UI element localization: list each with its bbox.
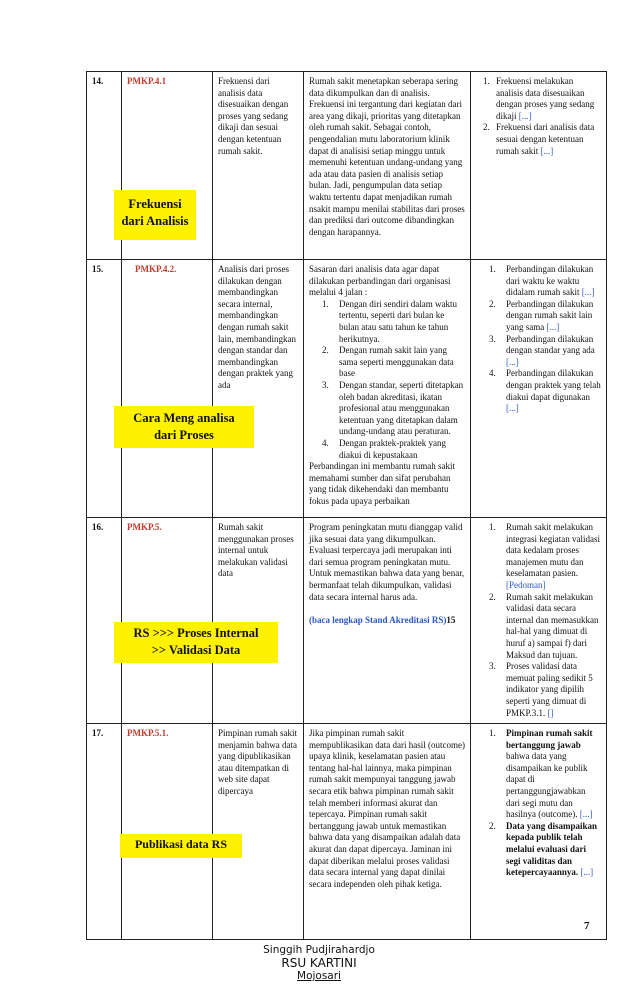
reference-link[interactable]: [...] xyxy=(546,321,560,332)
element-text: Perbandingan dilakukan dari waktu ke waktu didalam rumah sakit xyxy=(506,264,594,298)
element-text: Frekuensi dari analisis data sesuai dengan ketentuan rumah sakit xyxy=(496,122,595,156)
row-number: 16. xyxy=(87,518,122,724)
row-number: 15. xyxy=(87,260,122,518)
table-row xyxy=(87,518,607,724)
highlight-label xyxy=(114,406,254,448)
intent-note xyxy=(309,615,465,627)
highlight-label-line: Publikasi data RS xyxy=(134,837,228,852)
highlight-label-line: dari Proses xyxy=(154,428,214,442)
footer xyxy=(0,944,638,983)
list-item xyxy=(498,821,601,879)
intent-text: Rumah sakit menetapkan seberapa sering data dikumpulkan dan di analisis. Frekuensi ini tergantung dari kegiatan dari area yang dikaji, prioritas yang ditetapkan oleh rumah sakit. Sebagai contoh, pengendalian mutu laboratorium klinik dapat di analisisi setiap minggu untuk memenuhi ketentuan undang-undang yang ada atau data pasien di analisis setiap bulan. Jadi, pengumpulan data setiap waktu tertentu dapat menjadikan rumah nsakit mampu menilai stabilitas dari proses dan prediksi dari outcome dibandingkan dengan harapannya. xyxy=(304,72,471,260)
element-text: Rumah sakit melakukan validasi data secara internal dan memasukkan hal-hal yang dimuat di huruf a) sampai f) dari Maksud dan tujuan. xyxy=(506,591,599,660)
list-item xyxy=(498,522,601,592)
footer-location: Mojosari xyxy=(297,970,341,982)
list-item: 4. Dengan praktek-praktek yang diakui di kepustakaan xyxy=(331,438,465,461)
highlight-label xyxy=(120,834,242,858)
standard-description: Rumah sakit menggunakan proses internal untuk melakukan validasi data xyxy=(213,518,304,724)
highlight-label-line: Frekuensi xyxy=(128,197,182,211)
element-text: Perbandingan dilakukan dengan rumah sakit lain yang sama xyxy=(506,298,594,332)
reference-link[interactable]: [...] xyxy=(506,403,519,414)
highlight-label-line: Cara Meng analisa xyxy=(133,411,235,425)
list-item: 2. Dengan rumah sakit lain yang sama seperti menggunakan data base xyxy=(331,345,465,380)
highlight-label xyxy=(114,190,196,240)
intent-intro: Sasaran dari analisis data agar dapat dilakukan perbandingan dari organisasi melalui 4 jalan : xyxy=(309,264,451,298)
standard-description: Analisis dari proses dilakukan dengan membandingkan secara internal, membandingkan dengan rumah sakit lain, membandingkan dengan standar dan membandingkan dengan praktek yang ada xyxy=(213,260,304,518)
footer-author: Singgih Pudjirahardjo xyxy=(263,944,375,956)
note-suffix: 15 xyxy=(446,615,456,626)
standard-code-cell xyxy=(122,724,228,940)
standards-table xyxy=(86,71,607,940)
highlight-label-line: >> Validasi Data xyxy=(151,643,241,657)
table-row xyxy=(87,724,607,940)
reference-link[interactable]: [...] xyxy=(581,287,595,298)
intent-text xyxy=(304,518,471,724)
highlight-label-line: RS >>> Proses Internal xyxy=(133,626,259,640)
reference-link[interactable]: [...] xyxy=(518,110,532,121)
table-row xyxy=(87,260,607,518)
reference-link[interactable]: [] xyxy=(547,707,554,718)
page-number: 7 xyxy=(584,920,590,932)
highlight-label xyxy=(114,622,278,663)
list-item xyxy=(498,368,601,414)
list-item xyxy=(492,76,601,122)
element-text: Perbandingan dilakukan dengan praktek yang telah diakui dapat digunakan xyxy=(506,368,601,402)
element-text: Perbandingan dilakukan dengan standar yang ada xyxy=(506,333,595,356)
reference-link[interactable]: [...] xyxy=(506,356,519,367)
intent-text xyxy=(304,260,471,518)
measurable-elements xyxy=(471,518,607,724)
reference-link[interactable]: [Pedoman] xyxy=(506,579,546,590)
standard-code: PMKP.4.1 xyxy=(127,76,167,86)
standard-description: Frekuensi dari analisis data disesuaikan dengan proses yang sedang dikaji dan sesuai dengan ketentuan rumah sakit. xyxy=(213,72,304,260)
measurable-elements xyxy=(471,260,607,518)
table-row xyxy=(87,72,607,260)
reference-link[interactable]: [...] xyxy=(580,867,594,878)
list-item xyxy=(498,661,601,719)
row-number: 17. xyxy=(87,724,122,940)
element-text: Frekuensi melakukan analisis data disesuaikan dengan proses yang sedang dikaji xyxy=(496,76,595,121)
reference-link[interactable]: (baca lengkap Stand Akreditasi RS) xyxy=(309,615,447,626)
row-number: 14. xyxy=(87,72,122,260)
intent-body: Program peningkatan mutu dianggap valid jika sesuai data yang dikumpulkan. Evaluasi terpercaya jadi merupakan inti dari semua program peningkatan mutu. Untuk memastikan bahwa data yang benar, bermanfaat telah dikumpulkan, validasi data secara internal harus ada. xyxy=(309,522,465,602)
list-item: 3. Dengan standar, seperti ditetapkan oleh badan akreditasi, ikatan profesional atau menggunakan ketentuan yang ditetapkan dalam undang-undang atau peraturan. xyxy=(331,380,465,438)
element-text: Proses validasi data memuat paling sedikit 5 indikator yang dipilih seperti yang dimuat di PMKP.3.1. xyxy=(506,661,593,718)
highlight-label-line: dari Analisis xyxy=(121,214,189,228)
element-emphasis: Pimpinan rumah sakit bertanggung jawab xyxy=(506,728,593,750)
footer-hospital: RSU KARTINI xyxy=(281,956,357,970)
element-emphasis: Data yang disampaikan kepada publik telah melalui evaluasi dari segi validitas dan ketepercayaannya. xyxy=(506,820,598,878)
standard-code-cell xyxy=(122,260,235,518)
measurable-elements xyxy=(471,724,607,940)
list-item xyxy=(498,334,601,369)
intent-text: Jika pimpinan rumah sakit mempublikasikan data dari hasil (outcome) upaya klinik, keselamatan pasien atau tentang hal-hal lainnya, maka pimpinan rumah sakit mempunyai tanggung jawab secara etik bahwa pimpinan rumah sakit telah memberi informasi akurat dan tepercaya. Pimpinan rumah sakit bertanggung jawab untuk memastikan bahwa data yang disampaikan adalah data akurat dan dapat dipercaya. Jaminan ini dapat diberikan melalui proses validasi data secara internal yang dapat dinilai secara independen oleh pihak ketiga. xyxy=(304,724,471,940)
reference-link[interactable]: [...] xyxy=(540,145,554,156)
list-item xyxy=(498,299,601,334)
list-item xyxy=(498,728,601,821)
intent-outro: Perbandingan ini membantu rumah sakit memahami sumber dan sifat perubahan yang tidak dikehendaki dan membantu fokus pada upaya perbaikan xyxy=(309,461,455,506)
list-item xyxy=(492,122,601,157)
measurable-elements xyxy=(471,72,607,260)
standard-code: PMKP.4.2. xyxy=(135,264,177,274)
standard-code: PMKP.5.1. xyxy=(127,728,169,739)
standard-code-cell xyxy=(122,72,213,260)
element-text: Rumah sakit melakukan integrasi kegiatan validasi data kedalam proses manajemen mutu dan keselamatan pasien. xyxy=(506,522,600,579)
reference-link[interactable]: [...] xyxy=(579,809,593,820)
list-item xyxy=(498,264,601,299)
element-text: bahwa data yang disampaikan ke publik dapat di pertanggungjawabkan dari segi mutu dan hasilnya (outcome). xyxy=(506,751,588,820)
list-item: 1. Dengan diri sendiri dalam waktu tertentu, seperti dari bulan ke bulan atau satu tahun ke tahun berikutnya. xyxy=(331,299,465,345)
standard-description: Pimpinan rumah sakit menjamin bahwa data yang dipublikasikan atau ditempatkan di web site dapat dipercaya xyxy=(213,724,304,940)
standard-code: PMKP.5. xyxy=(127,522,162,532)
list-item xyxy=(498,592,601,662)
